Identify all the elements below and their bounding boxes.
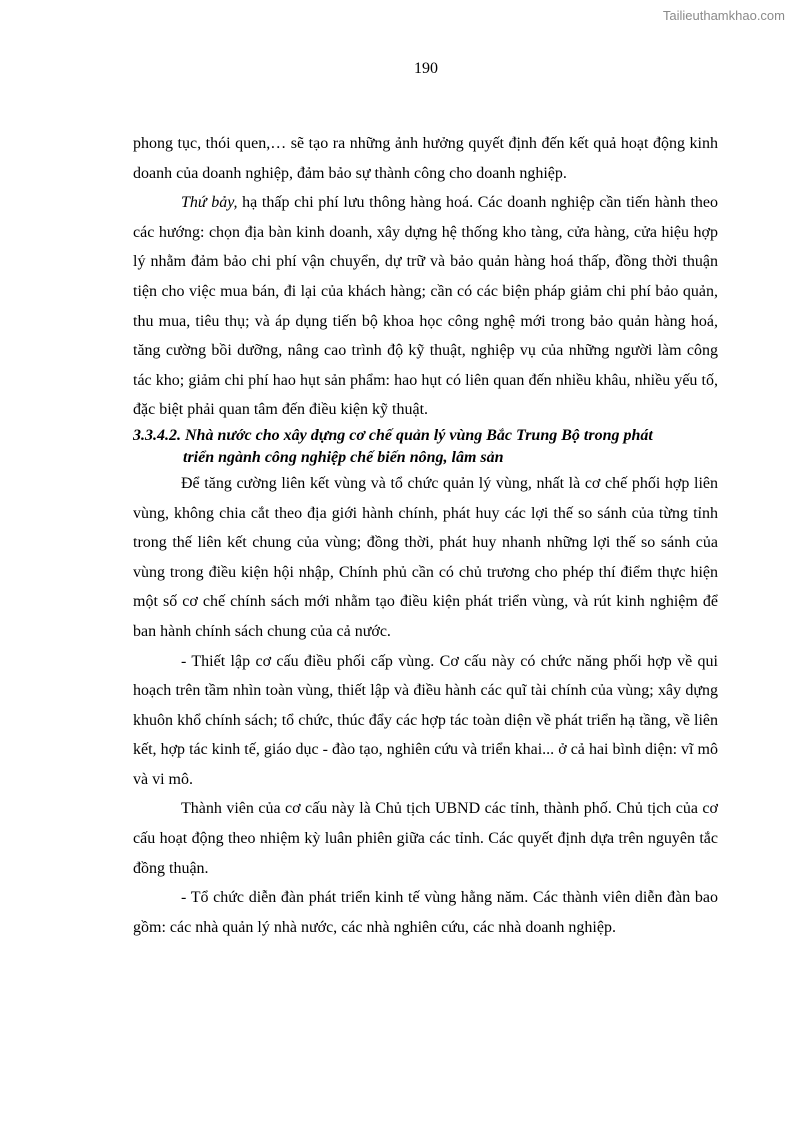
section-heading-line-1: 3.3.4.2. Nhà nước cho xây dựng cơ chế quản lý vùng Bắc Trung Bộ trong phát: [133, 426, 653, 444]
document-body: [133, 129, 718, 942]
section-heading-line-2: triển ngành công nghiệp chế biến nông, lâm sản: [183, 448, 504, 466]
section-heading: [133, 425, 718, 469]
paragraph-1: phong tục, thói quen,… sẽ tạo ra những ảnh hưởng quyết định đến kết quả hoạt động kinh doanh của doanh nghiệp, đảm bảo sự thành công cho doanh nghiệp.: [133, 135, 718, 182]
page-number: 190: [414, 60, 438, 77]
paragraph-3: Để tăng cường liên kết vùng và tổ chức quản lý vùng, nhất là cơ chế phối hợp liên vùng, không chia cắt theo địa giới hành chính, phát huy các lợi thế so sánh của từng tỉnh trong thế liên kết chung của vùng; đồng thời, phát huy nhanh những lợi thế so sánh của vùng trong điều kiện hội nhập, Chính phủ cần có chủ trương cho phép thí điểm thực hiện một số cơ chế chính sách mới nhằm tạo điều kiện phát triển vùng, và rút kinh nghiệm để ban hành chính sách chung của cả nước.: [133, 474, 718, 640]
paragraph-2: [133, 188, 718, 425]
paragraph-2-text: hạ thấp chi phí lưu thông hàng hoá. Các doanh nghiệp cần tiến hành theo các hướng: chọn địa bàn kinh doanh, xây dựng hệ thống kho tàng, cửa hàng, cửa hiệu hợp lý nhằm đảm bảo chi phí vận chuyển, dự trữ và bảo quản hàng hoá thấp, đồng thời thuận tiện cho việc mua bán, đi lại của khách hàng; cần có các biện pháp giảm chi phí bảo quản, thu mua, tiêu thụ; và áp dụng tiến bộ khoa học công nghệ mới trong bảo quản hàng hoá, tăng cường bồi dưỡng, nâng cao trình độ kỹ thuật, nghiệp vụ của những người làm công tác kho; giảm chi phí hao hụt sản phẩm: hao hụt có liên quan đến nhiều khâu, nhiều yếu tố, đặc biệt phải quan tâm đến điều kiện kỹ thuật.: [133, 194, 718, 419]
watermark: Tailieuthamkhao.com: [662, 8, 785, 23]
paragraph-5: Thành viên của cơ cấu này là Chủ tịch UBND các tỉnh, thành phố. Chủ tịch của cơ cấu hoạt động theo nhiệm kỳ luân phiên giữa các tỉnh. Các quyết định dựa trên nguyên tắc đồng thuận.: [133, 800, 718, 877]
paragraph-4: - Thiết lập cơ cấu điều phối cấp vùng. Cơ cấu này có chức năng phối hợp về qui hoạch trên tầm nhìn toàn vùng, thiết lập và điều hành các quĩ tài chính của vùng; xây dựng khuôn khổ chính sách; tổ chức, thúc đẩy các hợp tác toàn diện về phát triển hạ tầng, về liên kết, hợp tác kinh tế, giáo dục - đào tạo, nghiên cứu và triển khai... ở cả hai bình diện: vĩ mô và vi mô.: [133, 652, 718, 788]
paragraph-6: - Tổ chức diễn đàn phát triển kinh tế vùng hằng năm. Các thành viên diễn đàn bao gồm: các nhà quản lý nhà nước, các nhà nghiên cứu, các nhà doanh nghiệp.: [133, 889, 718, 936]
paragraph-2-lead: Thứ bảy,: [181, 194, 238, 212]
